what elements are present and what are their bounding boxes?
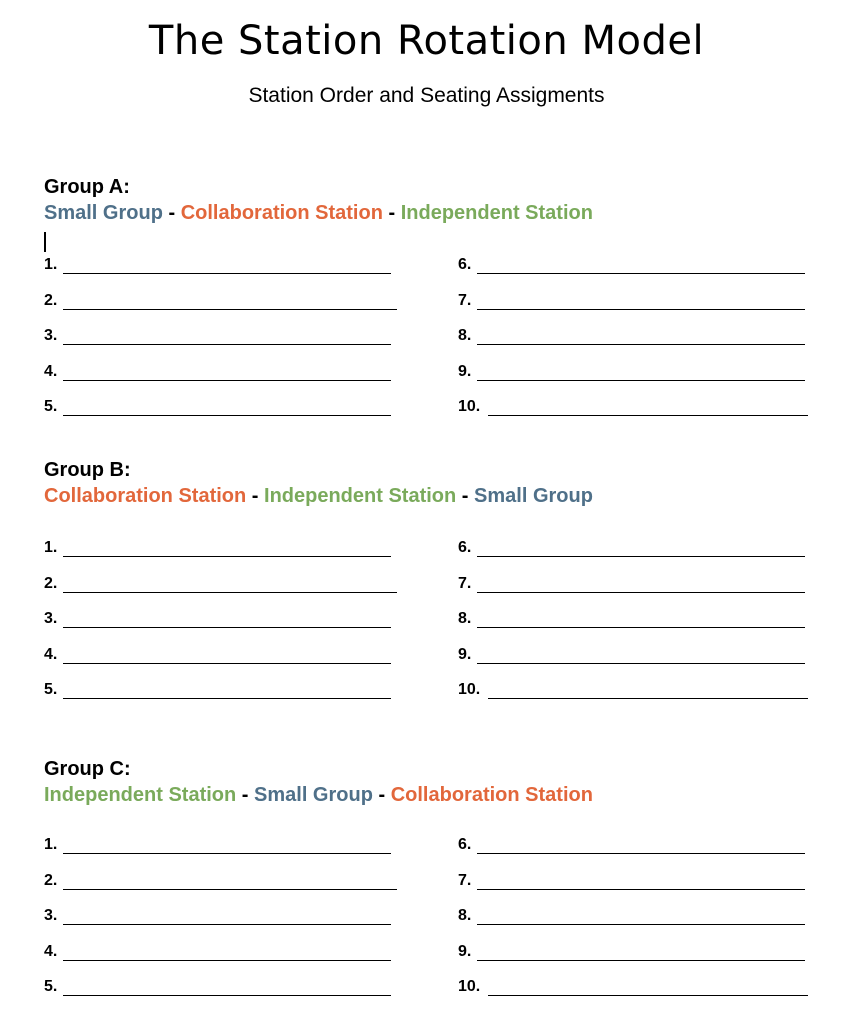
name-blank-line[interactable] (63, 627, 391, 628)
group-a-station-1: Small Group (44, 202, 163, 224)
name-blank-line[interactable] (63, 663, 391, 664)
name-blank-line[interactable] (477, 556, 805, 557)
row-number: 9. (458, 362, 472, 380)
row-number: 6. (458, 836, 472, 853)
name-blank-line[interactable] (63, 344, 391, 345)
row-number: 5. (44, 978, 58, 995)
group-a-section (44, 174, 824, 415)
separator: - (461, 485, 469, 507)
name-blank-line[interactable] (488, 995, 808, 996)
group-a-station-order (44, 200, 824, 226)
name-blank-line[interactable] (488, 415, 808, 416)
row-number: 10. (458, 398, 481, 415)
name-blank-line[interactable] (63, 592, 397, 593)
group-b-station-order (44, 483, 824, 509)
page-subtitle: Station Order and Seating Assigments (248, 84, 605, 107)
group-b-station-2: Independent Station (264, 485, 457, 507)
row-number: 3. (44, 610, 58, 627)
name-blank-line[interactable] (63, 853, 391, 854)
row-number: 1. (44, 539, 58, 556)
name-blank-line[interactable] (477, 380, 805, 381)
name-blank-line[interactable] (63, 556, 391, 557)
name-blank-line[interactable] (63, 273, 391, 274)
row-number: 1. (44, 836, 58, 853)
name-blank-line[interactable] (488, 698, 808, 699)
row-number: 8. (458, 907, 472, 924)
row-number: 9. (458, 942, 472, 960)
name-blank-line[interactable] (477, 853, 805, 854)
name-blank-line[interactable] (477, 344, 805, 345)
name-blank-line[interactable] (477, 627, 805, 628)
name-blank-line[interactable] (63, 924, 391, 925)
name-blank-line[interactable] (63, 380, 391, 381)
name-blank-line[interactable] (63, 995, 391, 996)
row-number: 10. (458, 681, 481, 698)
row-number: 6. (458, 539, 472, 556)
group-c-station-order (44, 782, 824, 808)
row-number: 2. (44, 291, 58, 309)
group-c-station-2: Small Group (254, 784, 373, 806)
group-c-station-3: Collaboration Station (390, 784, 593, 806)
row-number: 4. (44, 362, 58, 380)
group-b-label: Group B: (44, 459, 131, 481)
separator: - (251, 485, 259, 507)
row-number: 8. (458, 610, 472, 627)
separator: - (378, 784, 386, 806)
name-blank-line[interactable] (477, 592, 805, 593)
group-c-station-1: Independent Station (44, 784, 237, 806)
row-number: 7. (458, 871, 472, 889)
name-blank-line[interactable] (477, 273, 805, 274)
row-number: 2. (44, 871, 58, 889)
group-a-station-2: Collaboration Station (180, 202, 383, 224)
row-number: 1. (44, 256, 58, 273)
row-number: 10. (458, 978, 481, 995)
group-b-section (44, 457, 824, 698)
name-blank-line[interactable] (63, 415, 391, 416)
group-c-section (44, 756, 824, 995)
row-number: 7. (458, 291, 472, 309)
row-number: 2. (44, 574, 58, 592)
row-number: 7. (458, 574, 472, 592)
row-number: 3. (44, 327, 58, 344)
separator: - (241, 784, 249, 806)
row-number: 8. (458, 327, 472, 344)
name-blank-line[interactable] (477, 924, 805, 925)
group-b-station-3: Small Group (474, 485, 593, 507)
group-a-label: Group A: (44, 176, 130, 198)
name-blank-line[interactable] (63, 960, 391, 961)
separator: - (388, 202, 396, 224)
name-blank-line[interactable] (477, 889, 805, 890)
group-a-station-3: Independent Station (400, 202, 593, 224)
row-number: 4. (44, 942, 58, 960)
row-number: 6. (458, 256, 472, 273)
name-blank-line[interactable] (63, 889, 397, 890)
text-cursor (44, 232, 46, 252)
separator: - (168, 202, 176, 224)
row-number: 4. (44, 645, 58, 663)
name-blank-line[interactable] (63, 309, 397, 310)
page-title: The Station Rotation Model (148, 18, 705, 64)
name-blank-line[interactable] (477, 663, 805, 664)
name-blank-line[interactable] (477, 960, 805, 961)
row-number: 5. (44, 681, 58, 698)
name-blank-line[interactable] (63, 698, 391, 699)
row-number: 9. (458, 645, 472, 663)
group-c-label: Group C: (44, 758, 131, 780)
group-b-station-1: Collaboration Station (44, 485, 247, 507)
name-blank-line[interactable] (477, 309, 805, 310)
row-number: 3. (44, 907, 58, 924)
row-number: 5. (44, 398, 58, 415)
